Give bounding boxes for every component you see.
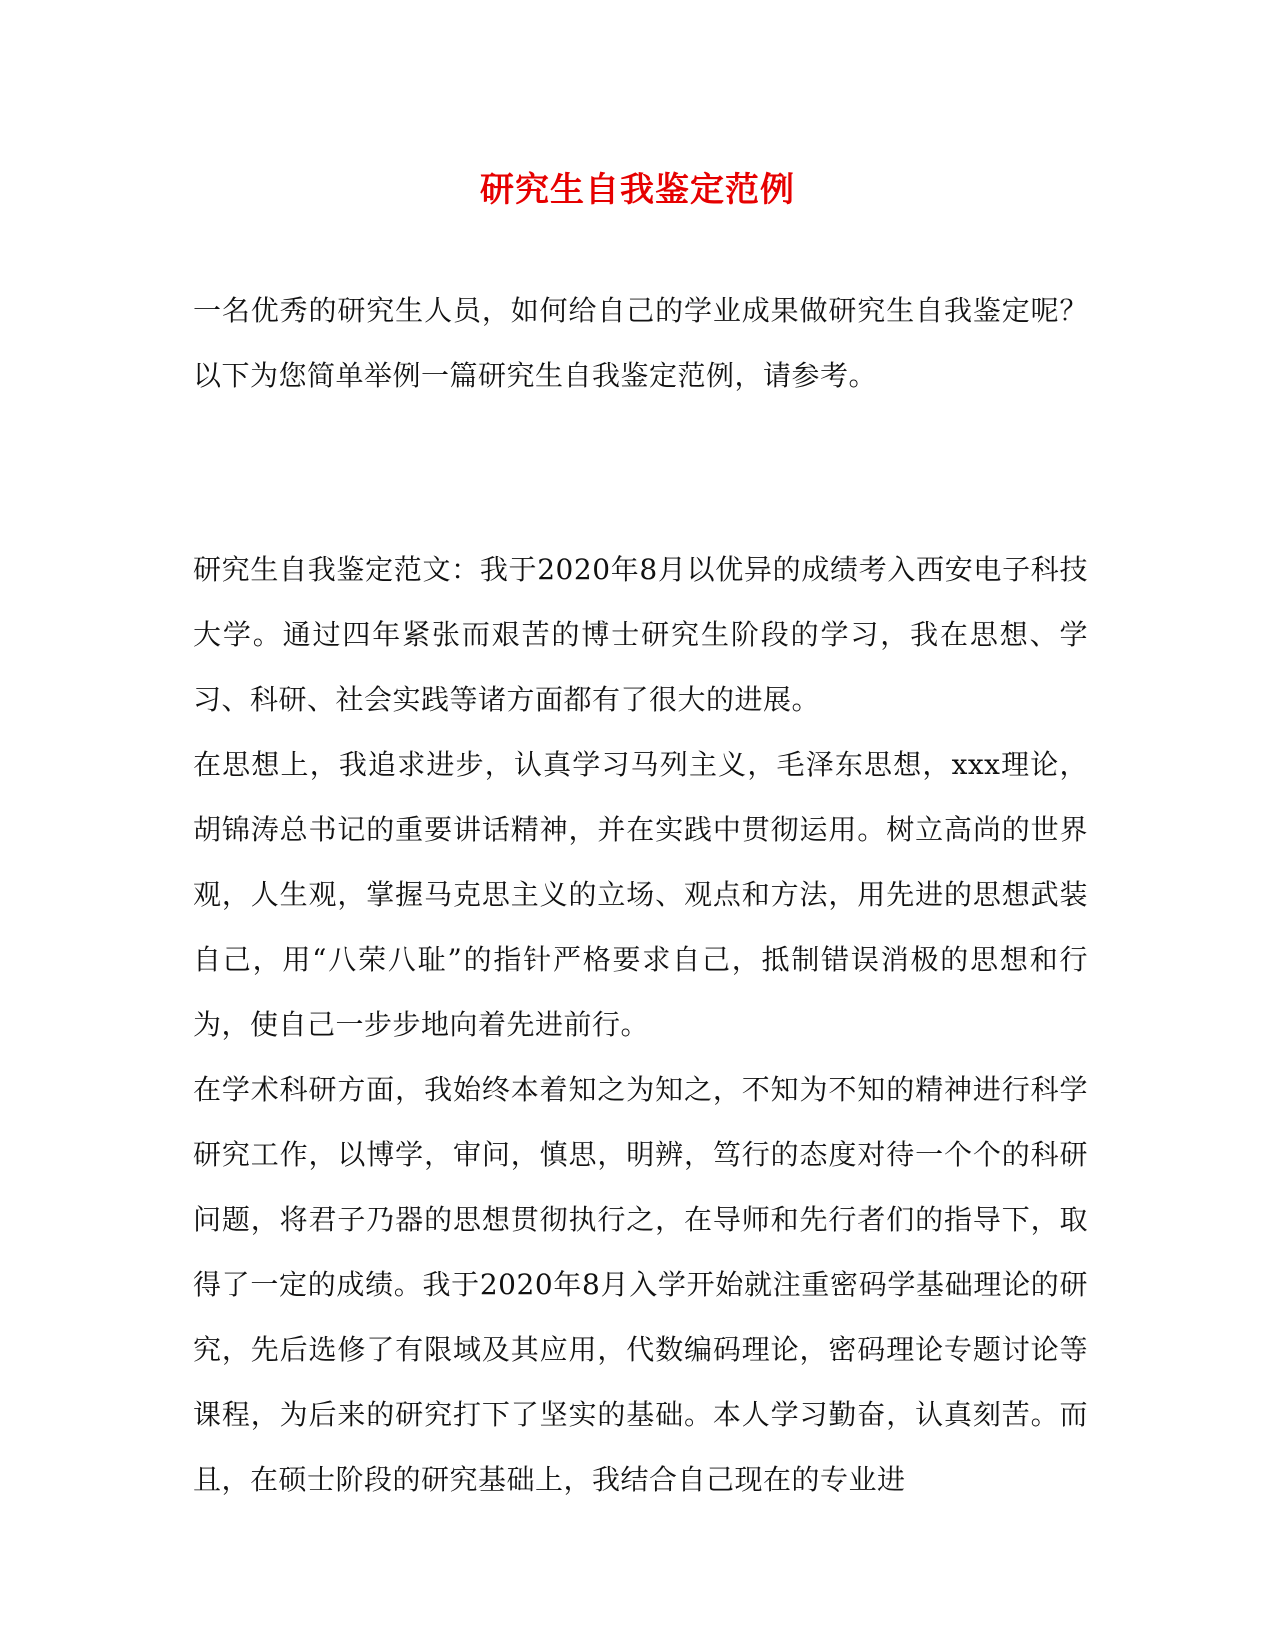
intro-paragraph: 一名优秀的研究生人员，如何给自己的学业成果做研究生自我鉴定呢？以下为您简单举例一篇研究生自我鉴定范例，请参考。	[193, 294, 1088, 392]
body-paragraph-3: 在学术科研方面，我始终本着知之为知之，不知为不知的精神进行科学研究工作，以博学，审问，慎思，明辨，笃行的态度对待一个个的科研问题，将君子乃器的思想贯彻执行之，在导师和先行者们的指导下，取得了一定的成绩。我于2020年8月入学开始就注重密码学基础理论的研究，先后选修了有限域及其应用，代数编码理论，密码理论专题讨论等课程，为后来的研究打下了坚实的基础。本人学习勤奋，认真刻苦。而且，在硕士阶段的研究基础上，我结合自己现在的专业进	[193, 1073, 1088, 1496]
body-paragraph-2: 在思想上，我追求进步，认真学习马列主义，毛泽东思想，xxx理论，胡锦涛总书记的重要讲话精神，并在实践中贯彻运用。树立高尚的世界观，人生观，掌握马克思主义的立场、观点和方法，用先进的思想武装自己，用“八荣八耻”的指针严格要求自己，抵制错误消极的思想和行为，使自己一步步地向着先进前行。	[193, 748, 1088, 1041]
document-title: 研究生自我鉴定范例	[480, 170, 795, 210]
body-paragraph-1: 研究生自我鉴定范文：我于2020年8月以优异的成绩考入西安电子科技大学。通过四年紧张而艰苦的博士研究生阶段的学习，我在思想、学习、科研、社会实践等诸方面都有了很大的进展。	[193, 553, 1088, 716]
intro-section	[193, 278, 1088, 408]
body-section	[193, 537, 1088, 1512]
